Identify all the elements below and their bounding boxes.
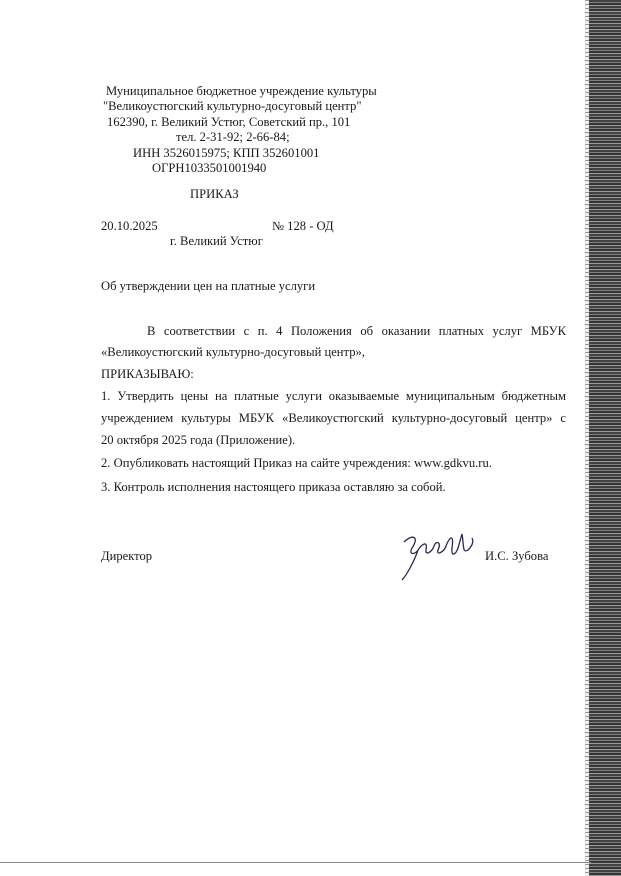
item3: 3. Контроль исполнения настоящего приказа оставляю за собой. bbox=[101, 480, 446, 494]
document-title: ПРИКАЗ bbox=[190, 187, 239, 201]
handwritten-signature bbox=[398, 528, 478, 583]
item1-line1: 1. Утвердить цены на платные услуги оказываемые муниципальным бюджетным bbox=[101, 389, 566, 403]
signatory-position: Директор bbox=[101, 549, 153, 563]
document-date: 20.10.2025 bbox=[101, 219, 158, 233]
document-city: г. Великий Устюг bbox=[170, 234, 263, 248]
item1-line2: учреждением культуры МБУК «Великоустюгский культурно-досуговый центр» с bbox=[101, 411, 566, 425]
preamble-line2: «Великоустюгский культурно-досуговый центр», bbox=[101, 345, 365, 359]
item2: 2. Опубликовать настоящий Приказ на сайте учреждения: www.gdkvu.ru. bbox=[101, 456, 492, 470]
scan-edge-strip bbox=[589, 0, 621, 876]
org-ogrn: ОГРН1033501001940 bbox=[152, 161, 267, 175]
org-name-line1: Муниципальное бюджетное учреждение культуры bbox=[106, 84, 377, 98]
scan-bottom-edge bbox=[0, 862, 591, 863]
org-inn-kpp: ИНН 3526015975; КПП 352601001 bbox=[133, 146, 320, 160]
org-phone: тел. 2-31-92; 2-66-84; bbox=[176, 130, 290, 144]
item1-line3: 20 октября 2025 года (Приложение). bbox=[101, 433, 296, 447]
document-number: № 128 - ОД bbox=[272, 219, 334, 233]
org-address: 162390, г. Великий Устюг, Советский пр., 101 bbox=[107, 115, 351, 129]
order-word: ПРИКАЗЫВАЮ: bbox=[101, 367, 194, 381]
preamble-line1: В соответствии с п. 4 Положения об оказании платных услуг МБУК bbox=[147, 324, 566, 338]
org-name-line2: "Великоустюгский культурно-досуговый центр" bbox=[103, 99, 362, 113]
signatory-name: И.С. Зубова bbox=[485, 549, 549, 563]
document-subject: Об утверждении цен на платные услуги bbox=[101, 279, 316, 293]
